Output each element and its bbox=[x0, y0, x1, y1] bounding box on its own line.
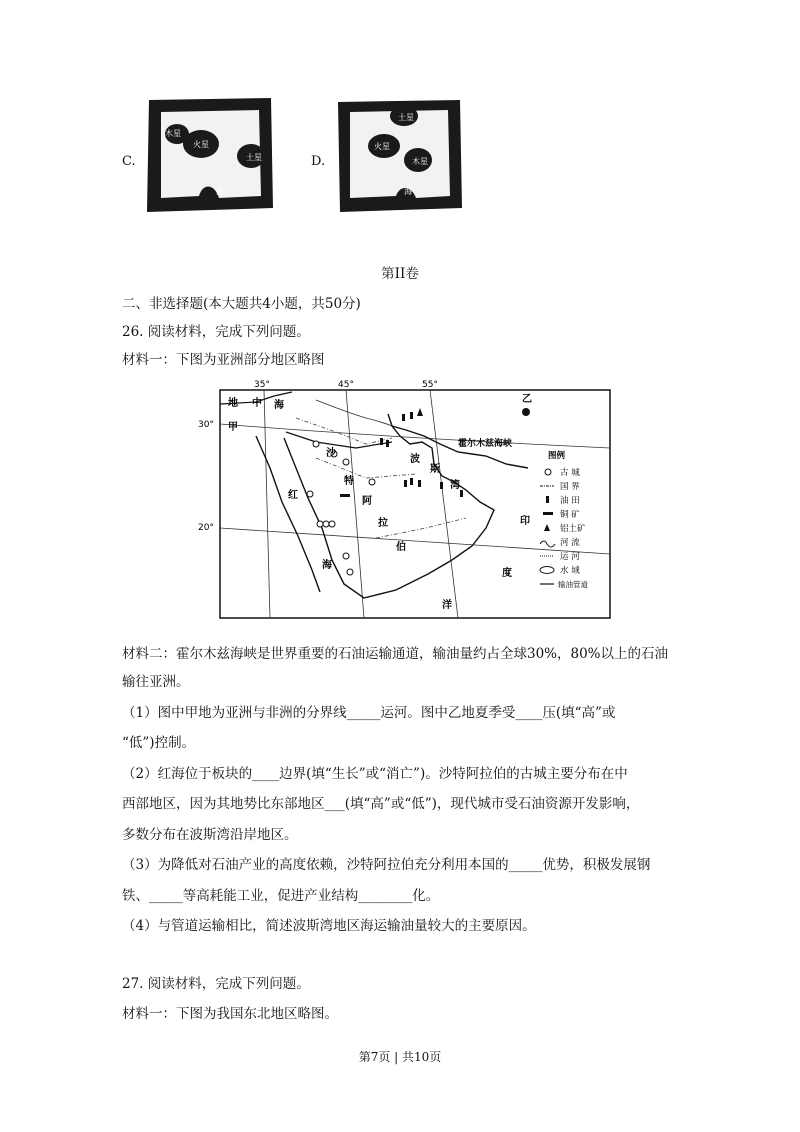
q27-title: 27. 阅读材料，完成下列问题。 bbox=[122, 976, 310, 992]
legend-bauxite: 铝土矿 bbox=[560, 524, 586, 534]
label-zhong: 中 bbox=[252, 398, 262, 409]
legend-river: 河 流 bbox=[560, 538, 580, 548]
planet-jupiter-label: 木星 bbox=[165, 129, 181, 138]
planet-saturn-label: 土星 bbox=[246, 153, 262, 162]
copper-mine bbox=[340, 494, 350, 497]
planet-mars-label: 火星 bbox=[193, 140, 209, 149]
label-di: 地 bbox=[228, 398, 238, 409]
legend-ancient-city: 古 城 bbox=[560, 468, 580, 478]
label-bo: 伯 bbox=[396, 542, 406, 553]
legend-pipeline: 输油管道 bbox=[558, 580, 588, 589]
q26-sub1-line1: （1）图中甲地为亚洲与非洲的分界线_____运河。图中乙地夏季受____压(填“高”或 bbox=[122, 705, 616, 721]
label-hong-hai: 海 bbox=[322, 560, 332, 571]
q26-sub3-line1: （3）为降低对石油产业的高度依赖，沙特阿拉伯充分利用本国的_____优势，积极发展钢 bbox=[122, 857, 651, 873]
q26-sub2-line3: 多数分布在波斯湾沿岸地区。 bbox=[122, 827, 298, 843]
page-footer: 第7页 | 共10页 bbox=[358, 1050, 442, 1064]
q26-material1: 材料一：下图为亚洲部分地区略图 bbox=[122, 352, 325, 368]
asia-region-map bbox=[196, 378, 616, 622]
option-c-image bbox=[143, 96, 277, 214]
label-hormuz: 霍尔木兹海峡 bbox=[458, 439, 513, 449]
lat-20-label: 20° bbox=[198, 523, 214, 533]
planet-mars-label: 火星 bbox=[374, 142, 390, 151]
label-bosi-wan: 湾 bbox=[450, 480, 460, 491]
label-bosi-si: 斯 bbox=[430, 464, 440, 475]
label-du: 度 bbox=[502, 568, 512, 579]
q26-material2-line1: 材料二：霍尔木兹海峡是世界重要的石油运输通道，输油量约占全球30%，80%以上的石油 bbox=[122, 646, 669, 662]
q26-sub2-line1: （2）红海位于板块的____边界(填“生长”或“消亡”)。沙特阿拉伯的古城主要分布在中 bbox=[122, 766, 628, 782]
q26-sub1-line2: “低”)控制。 bbox=[122, 735, 196, 751]
lon-55-label: 55° bbox=[422, 380, 438, 390]
section-description: 二、非选择题(本大题共4小题，共50分) bbox=[122, 296, 361, 312]
legend-oil-field: 油 田 bbox=[560, 496, 580, 506]
option-d-label: D. bbox=[311, 154, 326, 169]
label-yang: 洋 bbox=[442, 600, 452, 611]
label-bosi-bo: 波 bbox=[410, 454, 420, 465]
label-hong: 红 bbox=[288, 490, 298, 501]
label-hai: 海 bbox=[274, 400, 284, 411]
lat-30-label: 30° bbox=[198, 420, 214, 430]
planet-saturn-label: 土星 bbox=[398, 113, 414, 122]
q26-sub2-line2: 西部地区，因为其地势比东部地区___(填“高”或“低”)，现代城市受石油资源开发影响， bbox=[122, 796, 640, 812]
label-la: 拉 bbox=[378, 518, 388, 529]
option-d-image bbox=[334, 98, 466, 214]
lon-45-label: 45° bbox=[338, 380, 354, 390]
label-te: 特 bbox=[344, 476, 354, 487]
section-title: 第II卷 bbox=[381, 266, 419, 282]
label-yi: 乙 bbox=[522, 394, 532, 405]
q26-material2-line2: 输往亚洲。 bbox=[122, 674, 190, 690]
label-sha: 沙 bbox=[326, 448, 336, 459]
legend-canal: 运 河 bbox=[560, 552, 580, 562]
point-yi bbox=[522, 408, 530, 416]
label-a: 阿 bbox=[362, 496, 372, 507]
sea-label: 海 bbox=[404, 187, 412, 196]
label-yin: 印 bbox=[520, 516, 530, 527]
q27-material1: 材料一：下图为我国东北地区略图。 bbox=[122, 1006, 338, 1022]
label-jia: 甲 bbox=[228, 422, 238, 433]
legend-copper: 铜 矿 bbox=[560, 510, 580, 520]
legend-water: 水 域 bbox=[560, 566, 580, 576]
option-c-label: C. bbox=[122, 154, 136, 169]
sea-label: 海 bbox=[216, 187, 224, 196]
q26-title: 26. 阅读材料，完成下列问题。 bbox=[122, 324, 310, 340]
legend-title: 图例 bbox=[548, 451, 566, 461]
legend-border: 国 界 bbox=[560, 482, 580, 492]
planet-jupiter-label: 木星 bbox=[412, 157, 428, 166]
lon-35-label: 35° bbox=[254, 380, 270, 390]
q26-sub3-line2: 铁、_____等高耗能工业，促进产业结构________化。 bbox=[122, 888, 440, 904]
q26-sub4: （4）与管道运输相比，简述波斯湾地区海运输油量较大的主要原因。 bbox=[122, 918, 536, 934]
